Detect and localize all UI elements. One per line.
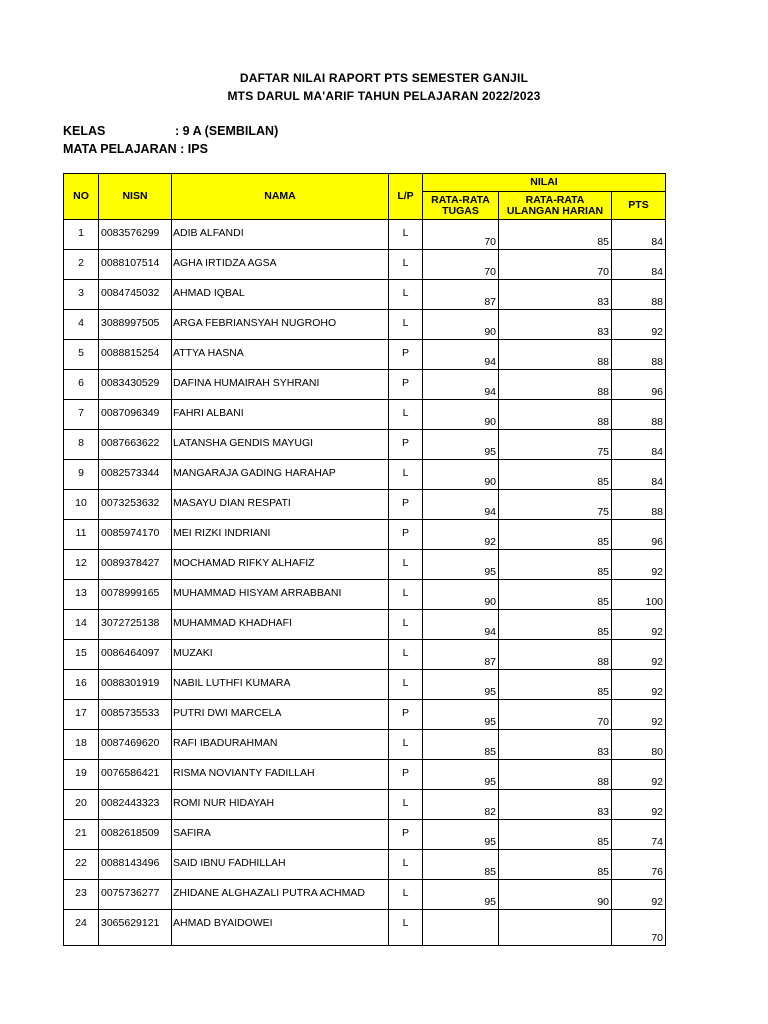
- table-row: [64, 340, 666, 370]
- row-pts: 92: [612, 700, 666, 730]
- table-row: [64, 850, 666, 880]
- row-tugas: 95: [423, 880, 499, 910]
- row-ulangan: 85: [499, 220, 612, 250]
- school-title: MTS DARUL MA'ARIF TAHUN PELAJARAN 2022/2023: [227, 89, 541, 103]
- row-nisn: 0083430529: [99, 370, 172, 400]
- row-pts: 92: [612, 760, 666, 790]
- table-row: [64, 910, 666, 946]
- grades-table: [63, 173, 666, 946]
- row-pts: 84: [612, 460, 666, 490]
- row-nama: MANGARAJA GADING HARAHAP: [172, 460, 389, 490]
- table-row: [64, 370, 666, 400]
- row-lp: P: [389, 430, 423, 460]
- table-row: [64, 820, 666, 850]
- row-tugas: 95: [423, 550, 499, 580]
- row-no: 22: [64, 850, 99, 880]
- table-row: [64, 250, 666, 280]
- row-ulangan: 83: [499, 730, 612, 760]
- table-row: [64, 460, 666, 490]
- row-nisn: 0088301919: [99, 670, 172, 700]
- row-tugas: 94: [423, 490, 499, 520]
- row-tugas: 82: [423, 790, 499, 820]
- row-lp: L: [389, 580, 423, 610]
- row-lp: P: [389, 760, 423, 790]
- row-nisn: 0088107514: [99, 250, 172, 280]
- header-pts: PTS: [612, 192, 666, 220]
- row-pts: 92: [612, 310, 666, 340]
- row-nama: RAFI IBADURAHMAN: [172, 730, 389, 760]
- row-ulangan: 85: [499, 820, 612, 850]
- row-pts: 96: [612, 370, 666, 400]
- row-no: 8: [64, 430, 99, 460]
- table-row: [64, 790, 666, 820]
- row-nama: MEI RIZKI INDRIANI: [172, 520, 389, 550]
- row-ulangan: 88: [499, 340, 612, 370]
- row-ulangan: 85: [499, 850, 612, 880]
- row-ulangan: 88: [499, 760, 612, 790]
- row-nama: ARGA FEBRIANSYAH NUGROHO: [172, 310, 389, 340]
- table-row: [64, 730, 666, 760]
- row-pts: 84: [612, 430, 666, 460]
- row-lp: P: [389, 490, 423, 520]
- row-no: 21: [64, 820, 99, 850]
- row-pts: 92: [612, 550, 666, 580]
- row-ulangan: 88: [499, 370, 612, 400]
- row-nama: MUHAMMAD HISYAM ARRABBANI: [172, 580, 389, 610]
- row-nisn: 0085974170: [99, 520, 172, 550]
- row-pts: 88: [612, 280, 666, 310]
- row-lp: L: [389, 640, 423, 670]
- header-nisn: NISN: [99, 174, 172, 220]
- row-nisn: 3072725138: [99, 610, 172, 640]
- row-lp: P: [389, 820, 423, 850]
- row-tugas: 85: [423, 850, 499, 880]
- row-ulangan: 85: [499, 460, 612, 490]
- row-tugas: 90: [423, 400, 499, 430]
- row-lp: L: [389, 280, 423, 310]
- row-ulangan: 83: [499, 790, 612, 820]
- row-no: 11: [64, 520, 99, 550]
- table-row: [64, 490, 666, 520]
- row-no: 16: [64, 670, 99, 700]
- row-tugas: 95: [423, 700, 499, 730]
- row-no: 7: [64, 400, 99, 430]
- row-no: 9: [64, 460, 99, 490]
- subject-info: MATA PELAJARAN : IPS: [63, 142, 208, 156]
- table-row: [64, 580, 666, 610]
- row-nama: ADIB ALFANDI: [172, 220, 389, 250]
- row-ulangan: 85: [499, 550, 612, 580]
- row-pts: 88: [612, 490, 666, 520]
- table-row: [64, 550, 666, 580]
- row-no: 2: [64, 250, 99, 280]
- header-nama: NAMA: [172, 174, 389, 220]
- table-row: [64, 610, 666, 640]
- row-nama: NABIL LUTHFI KUMARA: [172, 670, 389, 700]
- row-nama: MUHAMMAD KHADHAFI: [172, 610, 389, 640]
- table-row: [64, 430, 666, 460]
- row-nisn: 0082618509: [99, 820, 172, 850]
- row-no: 6: [64, 370, 99, 400]
- table-row: [64, 220, 666, 250]
- row-lp: L: [389, 730, 423, 760]
- row-lp: L: [389, 220, 423, 250]
- row-pts: 92: [612, 640, 666, 670]
- row-no: 10: [64, 490, 99, 520]
- row-lp: L: [389, 550, 423, 580]
- row-ulangan: 85: [499, 670, 612, 700]
- class-label: KELAS: [63, 124, 106, 138]
- row-tugas: 94: [423, 370, 499, 400]
- row-nama: AHMAD BYAIDOWEI: [172, 910, 389, 946]
- row-nama: SAID IBNU FADHILLAH: [172, 850, 389, 880]
- row-tugas: 92: [423, 520, 499, 550]
- row-pts: 92: [612, 880, 666, 910]
- row-nama: AHMAD IQBAL: [172, 280, 389, 310]
- row-pts: 88: [612, 400, 666, 430]
- table-row: [64, 760, 666, 790]
- row-nama: ZHIDANE ALGHAZALI PUTRA ACHMAD: [172, 880, 389, 910]
- row-tugas: 87: [423, 280, 499, 310]
- row-nisn: 0088815254: [99, 340, 172, 370]
- table-row: [64, 700, 666, 730]
- row-lp: L: [389, 670, 423, 700]
- row-nama: AGHA IRTIDZA AGSA: [172, 250, 389, 280]
- table-row: [64, 310, 666, 340]
- row-nama: MOCHAMAD RIFKY ALHAFIZ: [172, 550, 389, 580]
- row-ulangan: 70: [499, 250, 612, 280]
- row-ulangan: 85: [499, 610, 612, 640]
- row-tugas: 95: [423, 670, 499, 700]
- row-no: 1: [64, 220, 99, 250]
- table-row: [64, 280, 666, 310]
- table-row: [64, 880, 666, 910]
- row-no: 5: [64, 340, 99, 370]
- row-ulangan: 83: [499, 310, 612, 340]
- row-lp: L: [389, 850, 423, 880]
- report-title: DAFTAR NILAI RAPORT PTS SEMESTER GANJIL: [239, 71, 529, 85]
- table-row: [64, 520, 666, 550]
- row-pts: 80: [612, 730, 666, 760]
- row-ulangan: 90: [499, 880, 612, 910]
- row-nama: ROMI NUR HIDAYAH: [172, 790, 389, 820]
- row-ulangan: 85: [499, 520, 612, 550]
- row-nisn: 0075736277: [99, 880, 172, 910]
- row-no: 4: [64, 310, 99, 340]
- row-nisn: 0087469620: [99, 730, 172, 760]
- row-ulangan: 88: [499, 640, 612, 670]
- row-lp: P: [389, 520, 423, 550]
- row-pts: 76: [612, 850, 666, 880]
- row-tugas: 95: [423, 760, 499, 790]
- row-lp: L: [389, 790, 423, 820]
- row-no: 23: [64, 880, 99, 910]
- row-pts: 96: [612, 520, 666, 550]
- class-value: : 9 A (SEMBILAN): [175, 124, 279, 138]
- row-lp: L: [389, 610, 423, 640]
- row-no: 24: [64, 910, 99, 946]
- row-pts: 100: [612, 580, 666, 610]
- row-ulangan: [499, 910, 612, 946]
- row-nama: LATANSHA GENDIS MAYUGI: [172, 430, 389, 460]
- row-tugas: 90: [423, 310, 499, 340]
- row-pts: 88: [612, 340, 666, 370]
- class-info: [63, 124, 278, 138]
- row-lp: P: [389, 340, 423, 370]
- row-no: 13: [64, 580, 99, 610]
- row-nisn: 3065629121: [99, 910, 172, 946]
- row-tugas: 94: [423, 610, 499, 640]
- header-nilai: NILAI: [423, 174, 666, 192]
- row-nisn: 0087663622: [99, 430, 172, 460]
- row-nama: RISMA NOVIANTY FADILLAH: [172, 760, 389, 790]
- row-nama: PUTRI DWI MARCELA: [172, 700, 389, 730]
- row-nisn: 0085735533: [99, 700, 172, 730]
- row-lp: L: [389, 910, 423, 946]
- row-tugas: 95: [423, 430, 499, 460]
- row-pts: 92: [612, 790, 666, 820]
- row-nama: FAHRI ALBANI: [172, 400, 389, 430]
- row-ulangan: 88: [499, 400, 612, 430]
- header-no: NO: [64, 174, 99, 220]
- row-tugas: 90: [423, 460, 499, 490]
- row-nisn: 0083576299: [99, 220, 172, 250]
- row-ulangan: 83: [499, 280, 612, 310]
- row-nisn: 0082443323: [99, 790, 172, 820]
- table-row: [64, 640, 666, 670]
- row-pts: 92: [612, 610, 666, 640]
- row-tugas: 95: [423, 820, 499, 850]
- row-pts: 92: [612, 670, 666, 700]
- row-nisn: 0087096349: [99, 400, 172, 430]
- row-nama: DAFINA HUMAIRAH SYHRANI: [172, 370, 389, 400]
- row-pts: 84: [612, 250, 666, 280]
- row-no: 12: [64, 550, 99, 580]
- row-nama: ATTYA HASNA: [172, 340, 389, 370]
- row-tugas: 70: [423, 250, 499, 280]
- row-no: 18: [64, 730, 99, 760]
- row-no: 3: [64, 280, 99, 310]
- header-lp: L/P: [389, 174, 423, 220]
- row-no: 15: [64, 640, 99, 670]
- row-tugas: [423, 910, 499, 946]
- row-ulangan: 75: [499, 490, 612, 520]
- row-lp: L: [389, 400, 423, 430]
- table-body: [64, 220, 666, 946]
- row-nisn: 0089378427: [99, 550, 172, 580]
- row-lp: L: [389, 880, 423, 910]
- header-ulangan: RATA-RATA ULANGAN HARIAN: [499, 192, 612, 220]
- row-no: 14: [64, 610, 99, 640]
- row-nisn: 0073253632: [99, 490, 172, 520]
- row-nisn: 0082573344: [99, 460, 172, 490]
- row-nama: SAFIRA: [172, 820, 389, 850]
- row-nisn: 0088143496: [99, 850, 172, 880]
- row-lp: L: [389, 460, 423, 490]
- row-no: 20: [64, 790, 99, 820]
- row-nisn: 0076586421: [99, 760, 172, 790]
- row-lp: P: [389, 370, 423, 400]
- row-ulangan: 75: [499, 430, 612, 460]
- row-tugas: 70: [423, 220, 499, 250]
- row-nisn: 0078999165: [99, 580, 172, 610]
- table-row: [64, 670, 666, 700]
- row-nisn: 3088997505: [99, 310, 172, 340]
- row-no: 19: [64, 760, 99, 790]
- row-nisn: 0084745032: [99, 280, 172, 310]
- row-no: 17: [64, 700, 99, 730]
- row-tugas: 85: [423, 730, 499, 760]
- row-nama: MUZAKI: [172, 640, 389, 670]
- row-pts: 84: [612, 220, 666, 250]
- row-tugas: 94: [423, 340, 499, 370]
- row-ulangan: 70: [499, 700, 612, 730]
- row-ulangan: 85: [499, 580, 612, 610]
- row-tugas: 87: [423, 640, 499, 670]
- row-pts: 70: [612, 910, 666, 946]
- row-nisn: 0086464097: [99, 640, 172, 670]
- table-row: [64, 400, 666, 430]
- row-nama: MASAYU DIAN RESPATI: [172, 490, 389, 520]
- row-lp: L: [389, 310, 423, 340]
- row-tugas: 90: [423, 580, 499, 610]
- row-lp: L: [389, 250, 423, 280]
- header-tugas: RATA-RATA TUGAS: [423, 192, 499, 220]
- row-pts: 74: [612, 820, 666, 850]
- row-lp: P: [389, 700, 423, 730]
